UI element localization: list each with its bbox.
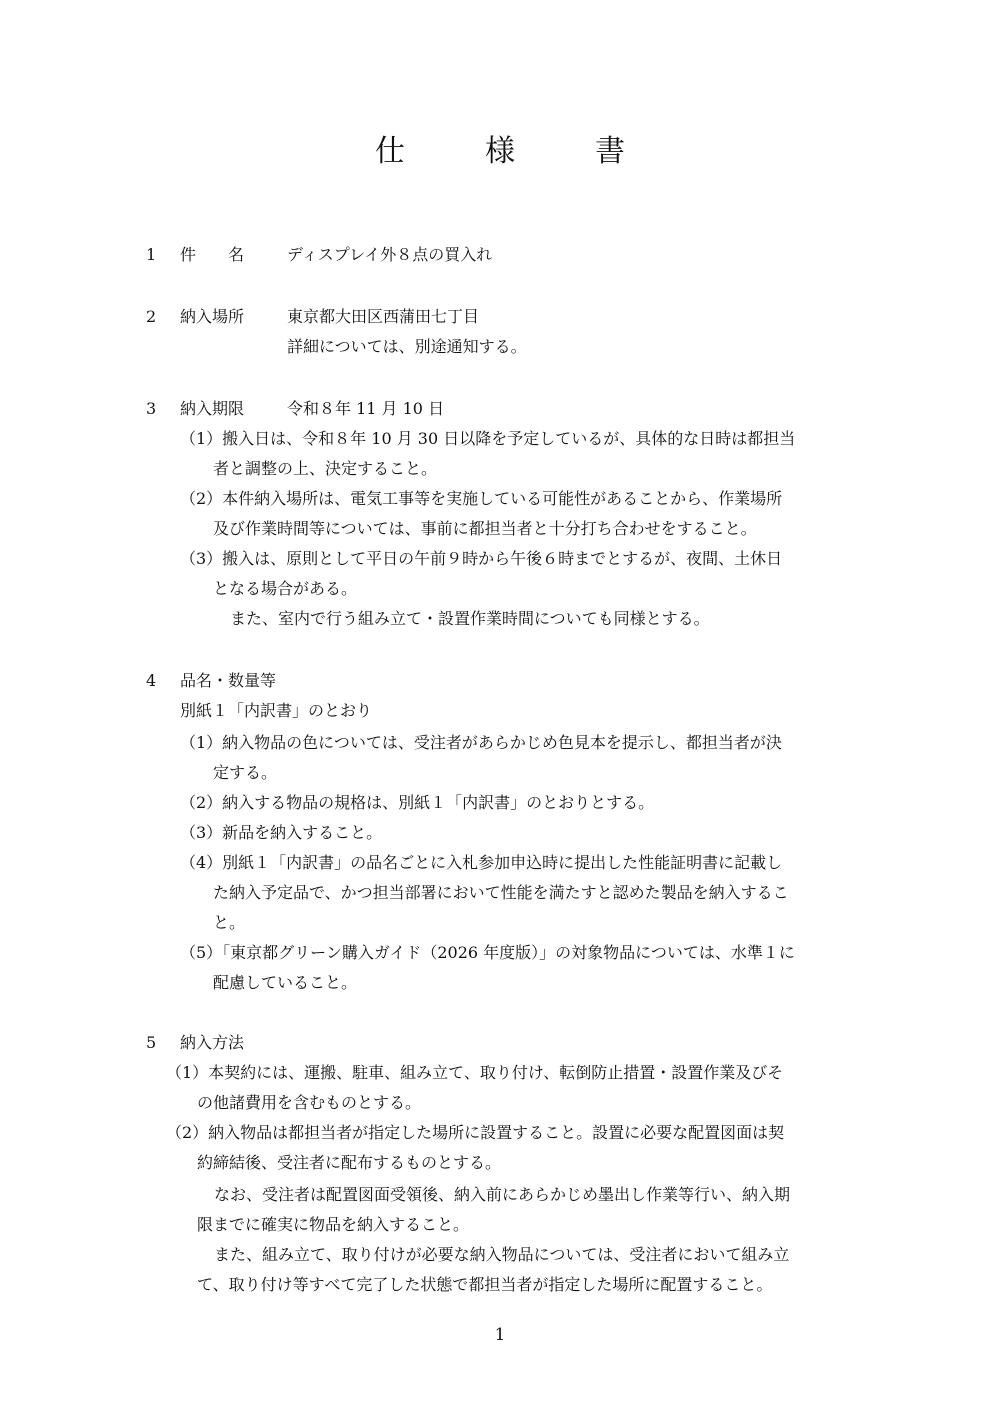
section-5-line-2: の他諸費用を含むものとする。 bbox=[197, 1093, 422, 1112]
section-4-line-6: （4）別紙１「内訳書」の品名ごとに入札参加申込時に提出した性能証明書に記載し bbox=[180, 853, 783, 872]
section-4-line-8: と。 bbox=[213, 913, 246, 932]
section-label: 納入場所 bbox=[180, 307, 245, 326]
section-5-line-5: なお、受注者は配置図面受領後、納入前にあらかじめ墨出し作業等行い、納入期 bbox=[214, 1185, 791, 1204]
section-number: 5 bbox=[146, 1033, 157, 1052]
title-char-1: 仕 bbox=[375, 134, 405, 169]
section-number: 4 bbox=[146, 671, 157, 690]
section-5-line-1: （1）本契約には、運搬、駐車、組み立て、取り付け、転倒防止措置・設置作業及びそ bbox=[166, 1063, 784, 1082]
page-number: 1 bbox=[494, 1325, 506, 1345]
section-5-line-3: （2）納入物品は都担当者が指定した場所に設置すること。設置に必要な配置図面は契 bbox=[166, 1123, 785, 1142]
title-char-3: 書 bbox=[595, 134, 625, 169]
section-label: 納入方法 bbox=[180, 1033, 245, 1052]
section-3-line-2: 者と調整の上、決定すること。 bbox=[213, 459, 438, 478]
document-title bbox=[0, 130, 1000, 174]
section-3-line-1: （1）搬入日は、令和８年 10 月 30 日以降を予定しているが、具体的な日時は都担当 bbox=[180, 429, 796, 448]
section-label: 品名・数量等 bbox=[180, 671, 277, 690]
section-4-line-2: （1）納入物品の色については、受注者があらかじめ色見本を提示し、都担当者が決 bbox=[180, 733, 782, 752]
section-number: 3 bbox=[146, 399, 157, 418]
title-char-2: 様 bbox=[485, 134, 515, 169]
section-3-line-3: （2）本件納入場所は、電気工事等を実施している可能性があることから、作業場所 bbox=[180, 489, 783, 508]
section-label: 件 名 bbox=[180, 245, 245, 264]
section-3-line-4: 及び作業時間等については、事前に都担当者と十分打ち合わせをすること。 bbox=[213, 519, 757, 538]
section-4-line-3: 定する。 bbox=[213, 763, 278, 782]
section-3-line-7: また、室内で行う組み立て・設置作業時間についても同様とする。 bbox=[230, 609, 710, 628]
section-number: 2 bbox=[146, 307, 157, 326]
section-value: 東京都大田区西蒲田七丁目 bbox=[287, 307, 480, 326]
section-5-line-6: 限までに確実に物品を納入すること。 bbox=[197, 1215, 470, 1234]
section-4-line-10: 配慮していること。 bbox=[213, 973, 358, 992]
section-4-line-4: （2）納入する物品の規格は、別紙１「内訳書」のとおりとする。 bbox=[180, 793, 655, 812]
section-number: 1 bbox=[146, 245, 157, 264]
section-value: ディスプレイ外８点の買入れ bbox=[287, 245, 493, 264]
section-4-line-1: 別紙１「内訳書」のとおり bbox=[180, 701, 373, 720]
section-4-line-7: た納入予定品で、かつ担当部署において性能を満たすと認めた製品を納入するこ bbox=[213, 883, 789, 902]
section-3-line-6: となる場合がある。 bbox=[213, 579, 358, 598]
section-value: 令和８年 11 月 10 日 bbox=[287, 399, 445, 418]
section-2-detail: 詳細については、別途通知する。 bbox=[287, 337, 527, 356]
section-4-line-5: （3）新品を納入すること。 bbox=[180, 823, 383, 842]
section-label: 納入期限 bbox=[180, 399, 245, 418]
section-4-line-9: （5）「東京都グリーン購入ガイド（2026 年度版）」の対象物品については、水準１に bbox=[180, 943, 795, 962]
section-5-line-4: 約締結後、受注者に配布するものとする。 bbox=[197, 1153, 502, 1172]
section-5-line-7: また、組み立て、取り付けが必要な納入物品については、受注者において組み立 bbox=[214, 1245, 790, 1264]
section-3-line-5: （3）搬入は、原則として平日の午前９時から午後６時までとするが、夜間、土休日 bbox=[180, 549, 783, 568]
section-5-line-8: て、取り付け等すべて完了した状態で都担当者が指定した場所に配置すること。 bbox=[197, 1275, 773, 1294]
